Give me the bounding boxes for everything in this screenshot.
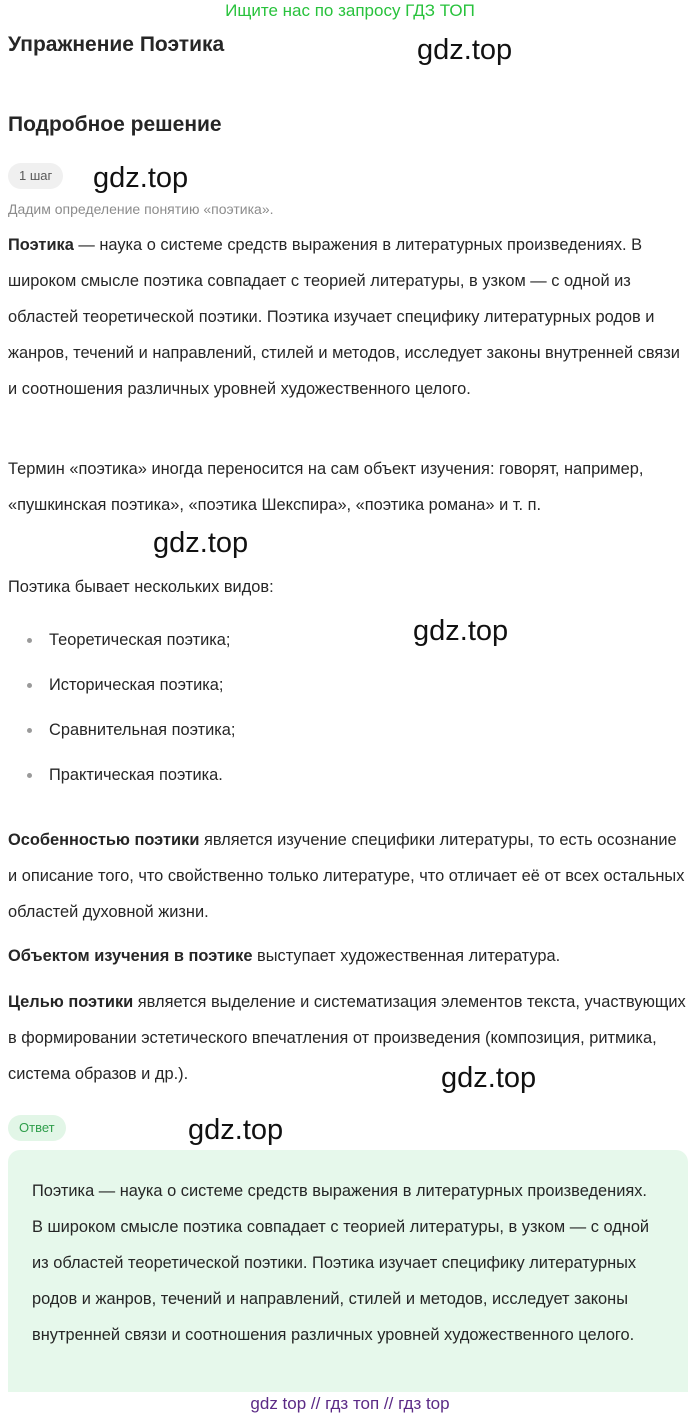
list-item: Практическая поэтика. xyxy=(8,757,608,802)
exercise-title: Упражнение Поэтика xyxy=(8,33,225,56)
definition-text: — наука о системе средств выражения в литературных произведениях. В широком смысле поэтика совпадает с теорией литературы, в узком — с одной из областей теоретической поэтики. Поэтика изучает специфику литературных родов и жанров, течений и направлений, стилей и методов, исследует законы внутренней связи и соотношения различных уровней художественного целого. xyxy=(8,236,680,398)
goal-bold: Целью поэтики xyxy=(8,993,134,1011)
watermark: gdz.top xyxy=(413,615,509,647)
footer-links: gdz top // гдз топ // гдз top xyxy=(250,1394,450,1413)
types-intro: Поэтика бывает нескольких видов: xyxy=(8,578,274,596)
definition-term: Поэтика xyxy=(8,236,74,254)
goal-text: является выделение и систематизация элементов текста, участвующих в формировании эстетического впечатления от произведения (композиция, ритмика, система образов и др.). xyxy=(8,993,686,1083)
watermark: gdz.top xyxy=(188,1114,284,1146)
object-paragraph xyxy=(8,938,688,974)
search-hint-banner: Ищите нас по запросу ГДЗ ТОП xyxy=(225,1,475,20)
watermark: gdz.top xyxy=(93,162,189,194)
definition-paragraph xyxy=(8,227,688,407)
watermark: gdz.top xyxy=(417,34,513,66)
feature-text: является изучение специфики литературы, то есть осознание и описание того, что свойственно только литературе, что отличает её от всех остальных областей духовной жизни. xyxy=(8,831,685,921)
goal-paragraph xyxy=(8,984,688,1092)
list-item: Историческая поэтика; xyxy=(8,667,608,712)
object-bold: Объектом изучения в поэтике xyxy=(8,947,253,965)
answer-text: Поэтика — наука о системе средств выражения в литературных произведениях. В широком смысле поэтика совпадает с теорией литературы, в узком — с одной из областей теоретической поэтики. Поэтика изучает специфику литературных родов и жанров, течений и направлений, стилей и методов, исследует законы внутренней связи и соотношения различных уровней художественного целого. xyxy=(32,1182,650,1344)
step-badge: 1 шаг xyxy=(8,163,63,189)
step-caption: Дадим определение понятию «поэтика». xyxy=(8,201,274,217)
feature-paragraph xyxy=(8,822,688,930)
object-text: выступает художественная литература. xyxy=(252,947,561,965)
watermark: gdz.top xyxy=(441,1062,537,1094)
answer-badge: Ответ xyxy=(8,1115,66,1141)
types-list xyxy=(8,622,608,802)
feature-bold: Особенностью поэтики xyxy=(8,831,200,849)
term-usage-paragraph: Термин «поэтика» иногда переносится на сам объект изучения: говорят, например, «пушкинская поэтика», «поэтика Шекспира», «поэтика романа» и т. п. xyxy=(8,460,644,514)
watermark: gdz.top xyxy=(153,527,249,559)
solution-heading: Подробное решение xyxy=(8,113,222,136)
list-item: Сравнительная поэтика; xyxy=(8,712,608,757)
list-item: Теоретическая поэтика; xyxy=(8,622,608,667)
